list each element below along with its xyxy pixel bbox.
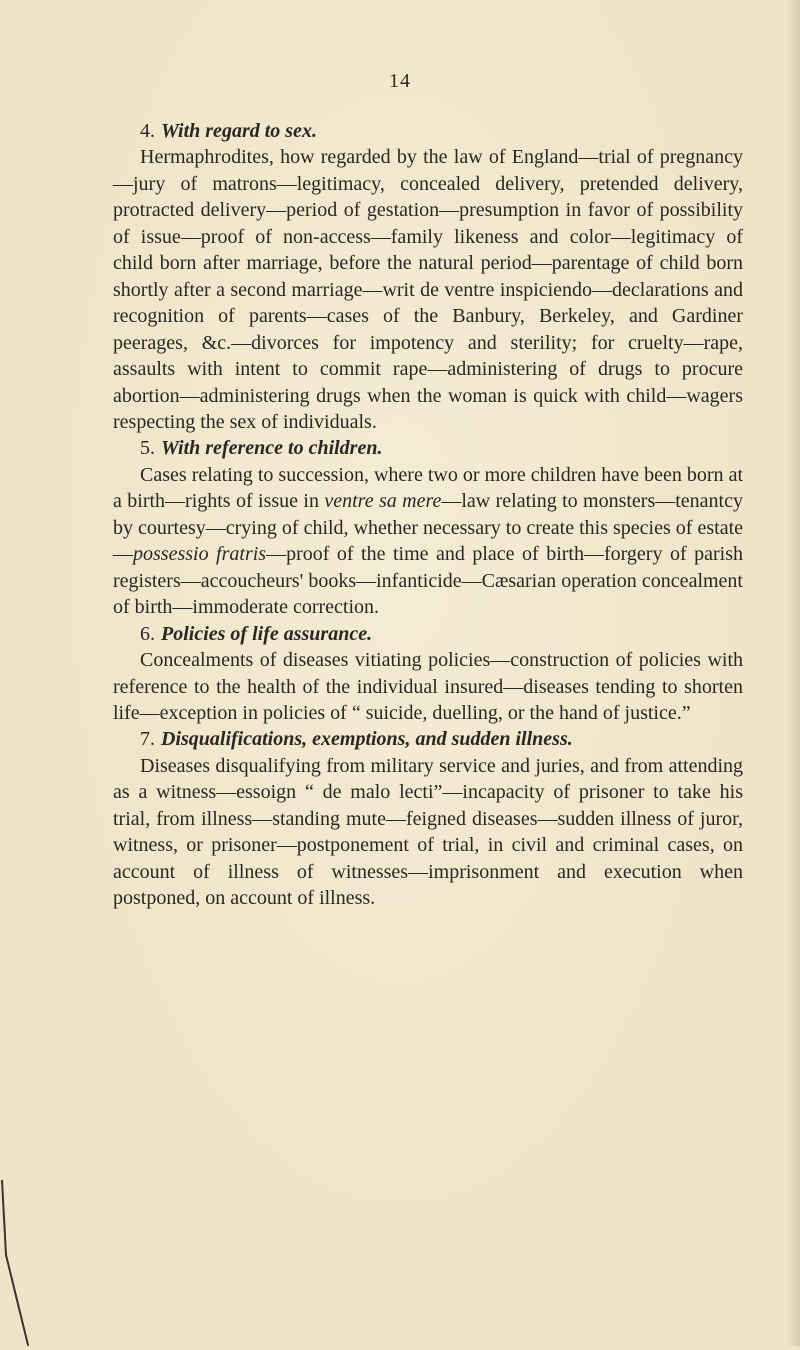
section-title: With reference to children. bbox=[161, 437, 383, 460]
section-disqualifications bbox=[113, 726, 743, 911]
section-number: 7. bbox=[140, 728, 155, 751]
paragraph-text: Diseases disqualifying from military service and juries, and from attending as a witness—essoign “ de malo lecti”—incapacity of prisoner to take his trial, from illness—standing mute—feigned diseases—sudden illness of juror, witness, or prisoner—postponement of trial, in civil and criminal cases, on account of illness of witnesses—imprisonment and execution when postponed, on account of illness. bbox=[113, 754, 743, 910]
section-number: 5. bbox=[140, 437, 155, 460]
paragraph-text: —law relating to monsters—tenantcy by courtesy—crying of child, whether necessary to create this species of estate— bbox=[113, 490, 743, 566]
section-paragraph bbox=[113, 647, 743, 726]
section-number: 6. bbox=[140, 622, 155, 645]
section-life-assurance bbox=[113, 621, 743, 727]
paragraph-text: Hermaphrodites, how regarded by the law of England—trial of pregnancy—jury of matrons—legitimacy, concealed delivery, pretended delivery, protracted delivery—period of gestation—presumption in favor of possibility of issue—proof of non-access—family likeness and color—legitimacy of child born after marriage, before the natural period—parentage of child born shortly after a second marriage—writ de ventre inspiciendo—declarations and recognition of parents—cases of the Banbury, Berkeley, and Gardiner peerages, &c.—divorces for impotency and sterility; for cruelty—rape, assaults with intent to commit rape—administering of drugs to procure abortion—administering drugs when the woman is quick with child—wagers respecting the sex of individuals. bbox=[113, 146, 743, 433]
page-number: 14 bbox=[389, 70, 411, 92]
section-heading bbox=[113, 621, 743, 647]
section-title: Disqualifications, exemptions, and sudden illness. bbox=[161, 728, 573, 751]
section-children bbox=[113, 435, 743, 620]
section-number: 4. bbox=[140, 120, 155, 142]
section-heading bbox=[113, 118, 743, 144]
paragraph-italic-text: possessio fratris bbox=[133, 543, 267, 566]
ink-mark-decoration bbox=[0, 1180, 30, 1350]
section-title: Policies of life assurance. bbox=[161, 622, 373, 645]
paragraph-text: Cases relating to succession, where two or more children have been born at a birth—rights of issue in bbox=[113, 463, 743, 513]
paragraph-italic-text: ventre sa mere bbox=[324, 490, 442, 513]
paragraph-text: —proof of the time and place of birth—forgery of parish registers—accoucheurs' books—infanticide—Cæsarian operation concealment of birth—immoderate correction. bbox=[113, 543, 743, 619]
paragraph-text: Concealments of diseases vitiating policies—construction of policies with reference to the health of the individual insured—diseases tending to shorten life—exception in policies of “ suicide, duelling, or the hand of justice.” bbox=[113, 649, 743, 724]
section-paragraph bbox=[113, 144, 743, 435]
section-paragraph bbox=[113, 753, 743, 912]
section-heading bbox=[113, 435, 743, 461]
section-paragraph bbox=[113, 462, 743, 621]
page-edge-shadow bbox=[786, 0, 800, 1346]
section-title: With regard to sex. bbox=[161, 120, 317, 142]
page-body bbox=[113, 118, 743, 912]
section-heading bbox=[113, 726, 743, 752]
section-sex bbox=[113, 118, 743, 435]
